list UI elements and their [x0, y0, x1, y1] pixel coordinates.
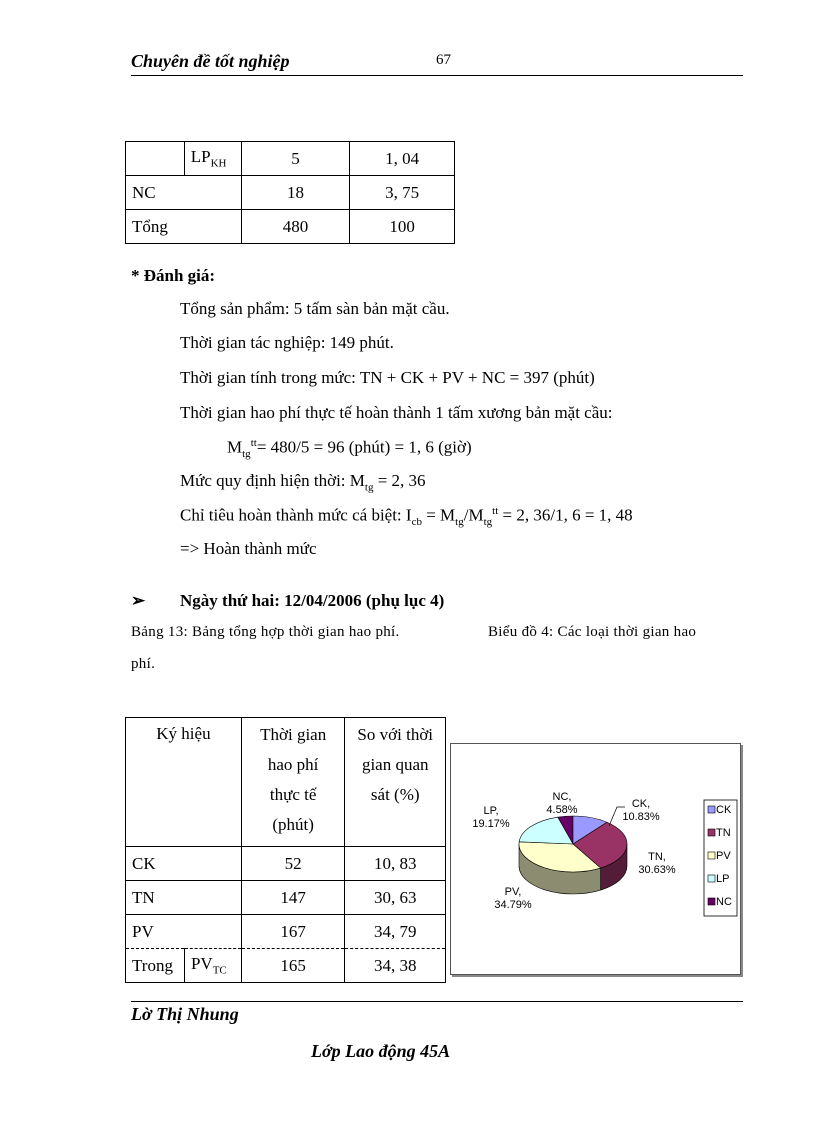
evaluation-conclusion: => Hoàn thành mức [180, 539, 317, 558]
pie-chart-box [450, 743, 741, 975]
evaluation-line: Thời gian tính trong mức: TN + CK + PV + NC = 397 (phút) [180, 368, 595, 387]
evaluation-line: Thời gian hao phí thực tế hoàn thành 1 tấm xương bản mặt cầu: [180, 403, 613, 422]
legend-label-pv: PV [716, 850, 731, 862]
table-cell: PV [126, 915, 242, 949]
table-cell: 52 [241, 847, 345, 881]
legend-label-nc: NC [716, 896, 732, 908]
evaluation-line: Thời gian tác nghiệp: 149 phút. [180, 333, 394, 352]
table-cell: 1, 04 [350, 142, 455, 176]
table-caption: Bảng 13: Bảng tổng hợp thời gian hao phí. [131, 624, 400, 640]
table-cell: 34, 79 [345, 915, 446, 949]
table-cell: 167 [241, 915, 345, 949]
footer-author: Lờ Thị Nhung [131, 1004, 239, 1024]
table-row [126, 915, 446, 949]
footer-class: Lớp Lao động 45A [311, 1041, 451, 1061]
table-cell: $LP_{KH}$ [184, 142, 241, 176]
footer-rule [131, 1001, 743, 1002]
section-title: Ngày thứ hai: 12/04/2006 (phụ lục 4) [180, 591, 445, 610]
page-number: 67 [436, 52, 451, 68]
formula-completion-index: Chỉ tiêu hoàn thành mức cá biệt: $I_{cb} = M_{tg}/M_{tg}^{tt} = 2$, 36/1, 6 = 1, 48 [180, 505, 633, 529]
legend-label-lp: LP [716, 873, 730, 885]
table-cell: 5 [241, 142, 350, 176]
table-row [126, 176, 455, 210]
formula-mtg: $M_{tg}^{tt}= 480/5 = 96$ (phút) = 1, 6 (giờ) [227, 437, 472, 461]
evaluation-heading: * Đánh giá: [131, 266, 216, 285]
table-cell: CK [126, 847, 242, 881]
chart-caption-continued: phí. [131, 656, 156, 672]
pie-chart [451, 744, 740, 974]
pie-data-label-nc: NC, 4.58% [546, 791, 578, 816]
table-cell: 100 [350, 210, 455, 244]
table-cell: 147 [241, 881, 345, 915]
table-cell: Trong [126, 949, 185, 983]
time-summary-table [125, 717, 446, 983]
table-cell: 10, 83 [345, 847, 446, 881]
table-cell: 34, 38 [345, 949, 446, 983]
table-cell: Tổng [126, 210, 242, 244]
table-row [126, 949, 446, 983]
formula-current-norm: Mức quy định hiện thời: $M_{tg} = 2$, 36 [180, 471, 426, 494]
table-header-cell: Thời gian hao phí thực tế (phút) [241, 718, 345, 847]
legend-swatch-lp [708, 875, 715, 882]
table-row [126, 881, 446, 915]
table-cell: 30, 63 [345, 881, 446, 915]
table-cell: TN [126, 881, 242, 915]
section-bullet-icon: ➢ [131, 591, 146, 610]
table-cell: 480 [241, 210, 350, 244]
pie-data-label-ck: CK, 10.83% [622, 798, 660, 823]
table-header-cell: Ký hiệu [126, 718, 242, 847]
table-row [126, 210, 455, 244]
table-cell: 18 [241, 176, 350, 210]
evaluation-line: Tổng sản phẩm: 5 tấm sàn bản mặt cầu. [180, 299, 450, 318]
legend-label-ck: CK [716, 804, 732, 816]
pie-data-label-lp: LP, 19.17% [472, 805, 510, 830]
legend-label-tn: TN [716, 827, 731, 839]
table-header-cell: So với thời gian quan sát (%) [345, 718, 446, 847]
table-cell [126, 142, 185, 176]
pie-data-label-pv: PV, 34.79% [494, 886, 532, 911]
legend-swatch-nc [708, 898, 715, 905]
legend-swatch-ck [708, 806, 715, 813]
table-cell: 3, 75 [350, 176, 455, 210]
table-row [126, 142, 455, 176]
table-cell: NC [126, 176, 242, 210]
table-header-row [126, 718, 446, 847]
legend-swatch-tn [708, 829, 715, 836]
legend-swatch-pv [708, 852, 715, 859]
document-header-title: Chuyên đề tốt nghiệp [131, 51, 290, 71]
table-row [126, 847, 446, 881]
header-rule [131, 75, 743, 76]
table-cell: $PV_{TC}$ [184, 949, 241, 983]
table-cell: 165 [241, 949, 345, 983]
chart-caption: Biểu đồ 4: Các loại thời gian hao [488, 624, 697, 640]
pie-data-label-tn: TN, 30.63% [638, 851, 676, 876]
time-table-continued [125, 141, 455, 244]
